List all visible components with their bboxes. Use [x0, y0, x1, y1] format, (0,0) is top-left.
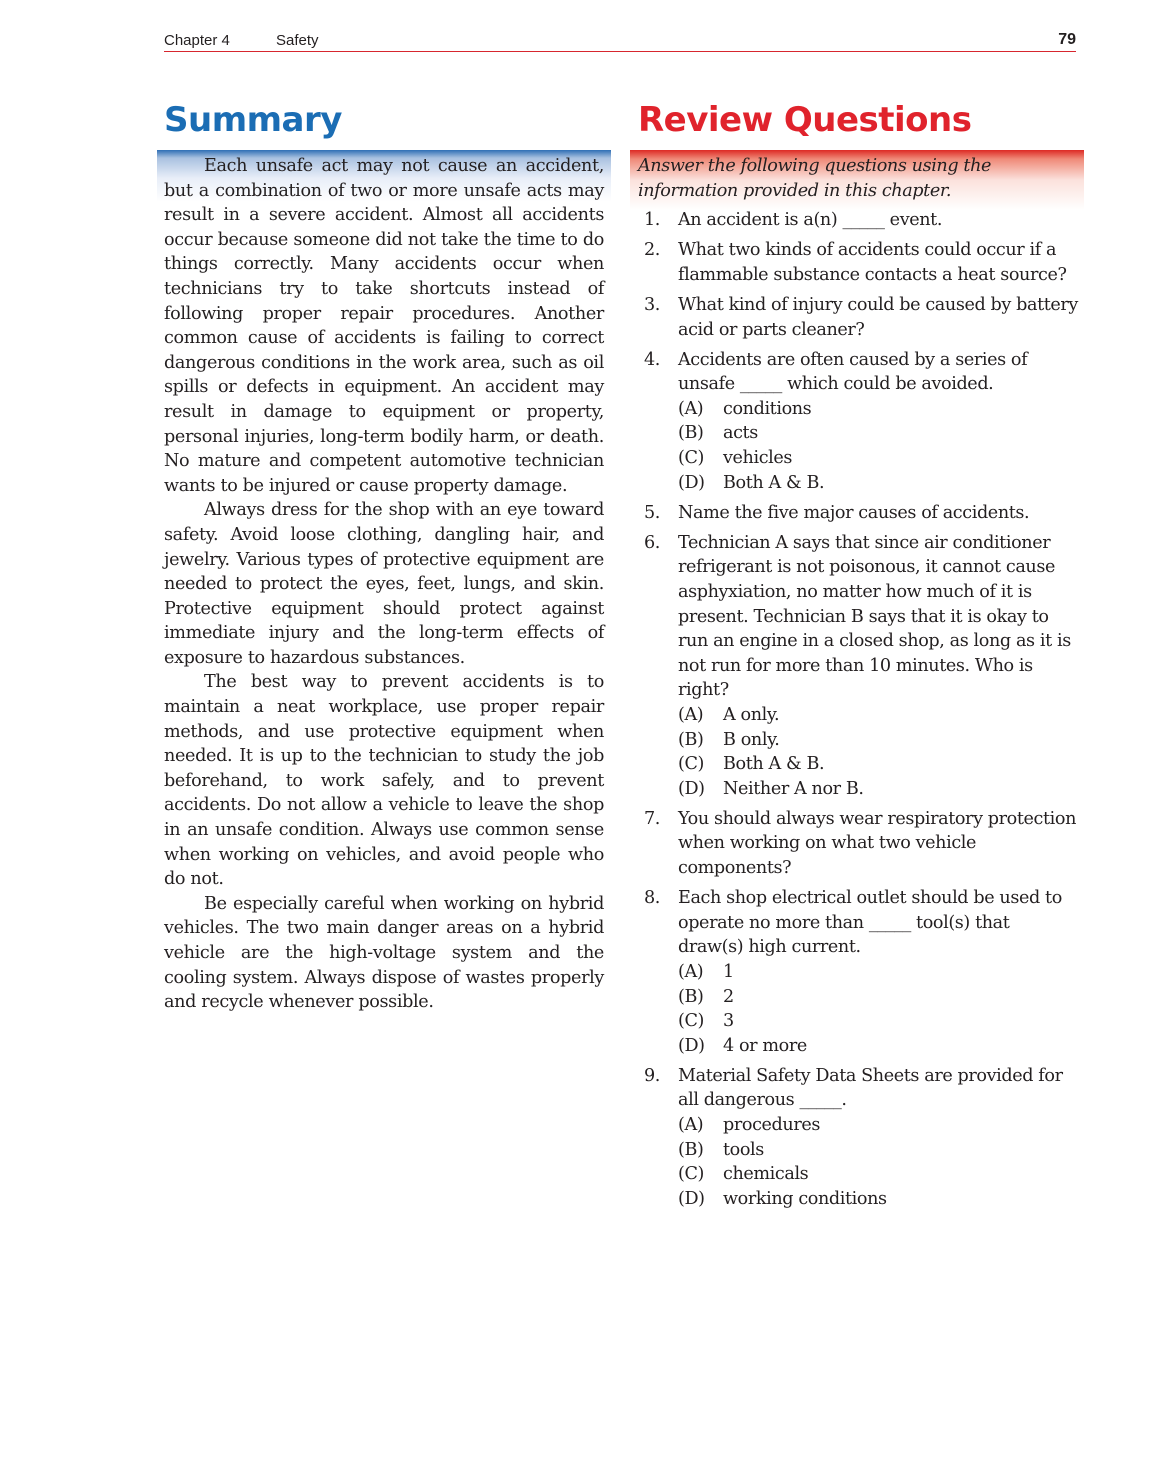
question-number: 7.: [644, 808, 660, 829]
section-label: Safety: [276, 32, 319, 49]
answer-option: [678, 421, 1078, 446]
answer-option: [678, 471, 1078, 496]
question-item: [638, 501, 1078, 526]
option-label: (D): [678, 472, 705, 493]
answer-option: [678, 1187, 1078, 1212]
option-text: 2: [723, 986, 734, 1007]
review-instructions: Answer the following questions using the information provided in this chapter.: [638, 156, 992, 201]
summary-paragraph: Be especially careful when working on hybrid vehicles. The two main danger areas on a hybrid vehicle are the high-voltage system and the cooling system. Always dispose of wastes properly and recycle whenever possible.: [164, 893, 604, 1013]
option-text: A only.: [723, 704, 780, 725]
question-number: 6.: [644, 532, 660, 553]
answer-option: [678, 1113, 1078, 1138]
option-text: 3: [723, 1011, 734, 1032]
answer-options: [678, 703, 1078, 801]
option-label: (D): [678, 1188, 705, 1209]
question-number: 8.: [644, 888, 660, 909]
question-text: What two kinds of accidents could occur if a flammable substance contacts a heat source?: [678, 240, 1067, 285]
option-label: (B): [678, 729, 704, 750]
summary-paragraph: Always dress for the shop with an eye toward safety. Avoid loose clothing, dangling hair, and jewelry. Various types of protective equipment are needed to protect the eyes, feet, lungs, and skin. Protective equipment should protect against immediate injury and the long-term effects of exposure to hazardous substances.: [164, 500, 604, 668]
option-label: (D): [678, 1035, 705, 1056]
summary-body: [164, 154, 604, 1015]
option-text: Neither A nor B.: [723, 778, 864, 799]
summary-heading: Summary: [164, 100, 342, 140]
question-number: 1.: [644, 210, 660, 231]
option-label: (C): [678, 448, 704, 469]
option-label: (A): [678, 961, 704, 982]
option-text: acts: [723, 423, 758, 444]
question-list: [638, 208, 1078, 1211]
answer-option: [678, 728, 1078, 753]
option-label: (B): [678, 423, 704, 444]
option-text: tools: [723, 1139, 764, 1160]
answer-option: [678, 985, 1078, 1010]
question-item: [638, 1064, 1078, 1212]
option-text: vehicles: [723, 448, 793, 469]
question-text: Material Safety Data Sheets are provided for all dangerous _____.: [678, 1065, 1063, 1111]
answer-option: [678, 446, 1078, 471]
summary-column: [164, 98, 604, 1015]
answer-option: [678, 1162, 1078, 1187]
answer-options: [678, 397, 1078, 495]
question-item: [638, 807, 1078, 881]
option-text: working conditions: [723, 1188, 887, 1209]
running-header: [164, 31, 1076, 52]
answer-option: [678, 1138, 1078, 1163]
answer-options: [678, 960, 1078, 1058]
question-item: [638, 348, 1078, 496]
answer-option: [678, 397, 1078, 422]
question-text: An accident is a(n) _____ event.: [678, 210, 943, 231]
question-item: [638, 531, 1078, 802]
option-text: Both A & B.: [723, 472, 825, 493]
question-number: 5.: [644, 502, 660, 523]
option-text: chemicals: [723, 1164, 809, 1185]
summary-paragraph: The best way to prevent accidents is to maintain a neat workplace, use proper repair methods, and use protective equipment when needed. It is up to the technician to study the job beforehand, to work safely, and to prevent accidents. Do not allow a vehicle to leave the shop in an unsafe condition. Always use common sense when working on vehicles, and avoid people who do not.: [164, 672, 604, 890]
question-item: [638, 886, 1078, 1058]
option-label: (A): [678, 704, 704, 725]
option-label: (C): [678, 1164, 704, 1185]
question-item: [638, 293, 1078, 342]
question-number: 4.: [644, 349, 660, 370]
page-number: 79: [1058, 31, 1076, 48]
option-label: (A): [678, 398, 704, 419]
option-label: (B): [678, 986, 704, 1007]
answer-option: [678, 703, 1078, 728]
option-text: Both A & B.: [723, 754, 825, 775]
review-questions-column: [638, 98, 1078, 1217]
question-item: [638, 238, 1078, 287]
option-label: (B): [678, 1139, 704, 1160]
answer-option: [678, 1009, 1078, 1034]
question-text: Technician A says that since air conditioner refrigerant is not poisonous, it cannot cause asphyxiation, no matter how much of it is present. Technician B says that it is okay to run an engine in a closed shop, as long as it is not run for more than 10 minutes. Who is right?: [678, 532, 1071, 701]
question-text: Name the five major causes of accidents.: [678, 502, 1030, 523]
question-text: What kind of injury could be caused by battery acid or parts cleaner?: [678, 294, 1078, 340]
option-text: procedures: [723, 1114, 820, 1135]
answer-options: [678, 1113, 1078, 1211]
question-number: 2.: [644, 240, 660, 261]
review-questions-heading: Review Questions: [638, 100, 972, 140]
option-text: 1: [723, 961, 734, 982]
option-label: (D): [678, 778, 705, 799]
option-label: (C): [678, 754, 704, 775]
option-text: conditions: [723, 398, 812, 419]
answer-option: [678, 752, 1078, 777]
question-number: 9.: [644, 1065, 660, 1086]
question-item: [638, 208, 1078, 233]
answer-option: [678, 960, 1078, 985]
question-text: You should always wear respiratory protection when working on what two vehicle components?: [678, 808, 1077, 879]
question-text: Accidents are often caused by a series of unsafe _____ which could be avoided.: [678, 349, 1028, 395]
question-text: Each shop electrical outlet should be used to operate no more than _____ tool(s) that draw(s) high current.: [678, 888, 1062, 958]
option-text: B only.: [723, 729, 780, 750]
chapter-label: Chapter 4: [164, 32, 230, 49]
answer-option: [678, 777, 1078, 802]
option-label: (A): [678, 1114, 704, 1135]
summary-paragraph: Each unsafe act may not cause an accident, but a combination of two or more unsafe acts may result in a severe accident. Almost all accidents occur because someone did not take the time to do things correctly. Many accidents occur when technicians try to take shortcuts instead of following proper repair procedures. Another common cause of accidents is failing to correct dangerous conditions in the work area, such as oil spills or defects in equipment. An accident may result in damage to equipment or property, personal injuries, long-term bodily harm, or death. No mature and competent automotive technician wants to be injured or cause property damage.: [164, 156, 604, 496]
option-text: 4 or more: [723, 1035, 807, 1056]
question-number: 3.: [644, 294, 660, 315]
option-label: (C): [678, 1011, 704, 1032]
answer-option: [678, 1034, 1078, 1059]
